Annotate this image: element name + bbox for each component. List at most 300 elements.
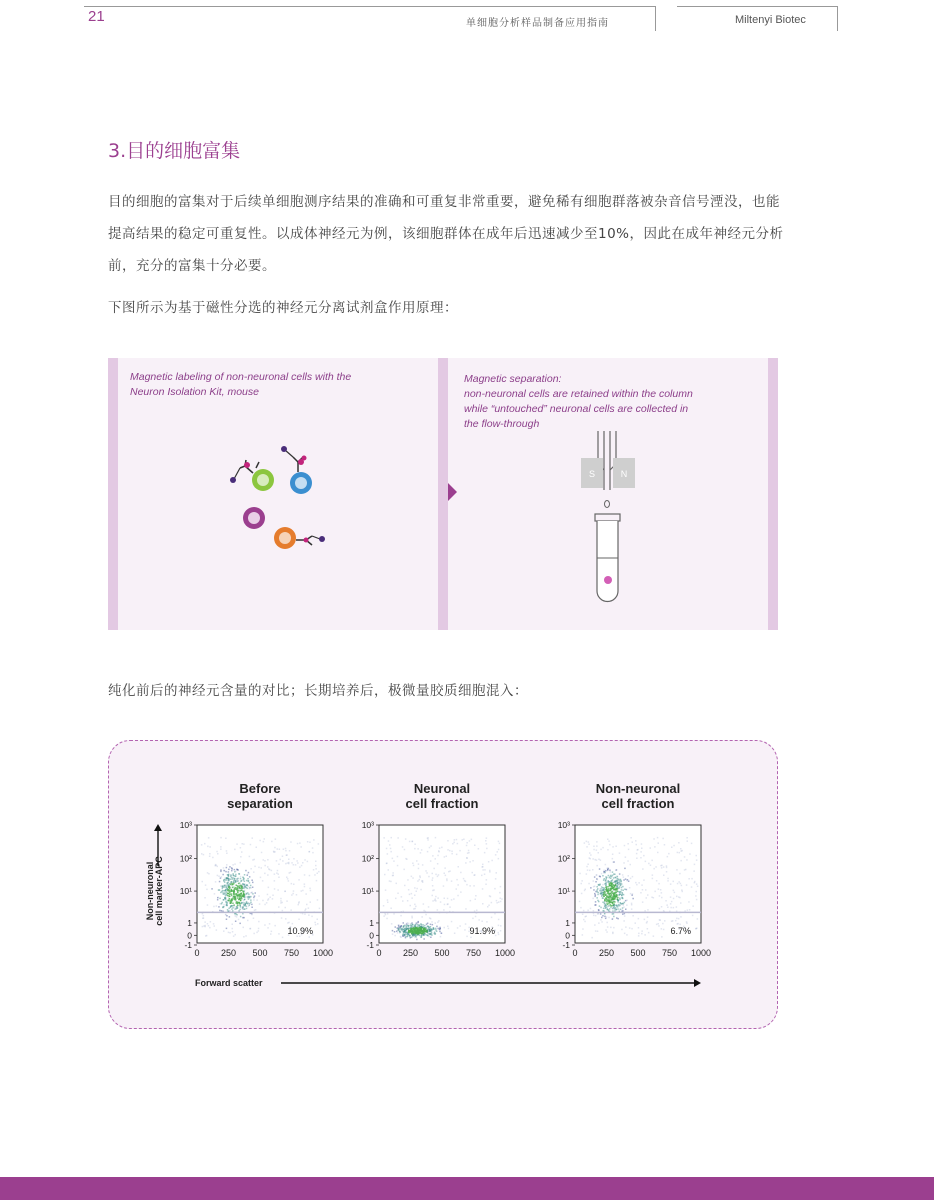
scatter-point bbox=[235, 880, 237, 882]
scatter-point bbox=[598, 884, 600, 886]
scatter-point bbox=[457, 895, 459, 897]
scatter-point bbox=[436, 926, 438, 928]
scatter-point bbox=[423, 926, 425, 928]
scatter-point bbox=[230, 901, 232, 903]
scatter-point bbox=[228, 871, 230, 873]
scatter-point bbox=[213, 923, 215, 925]
scatter-point bbox=[668, 853, 670, 855]
scatter-point bbox=[664, 920, 666, 922]
scatter-point bbox=[500, 925, 502, 927]
scatter-point bbox=[243, 887, 245, 889]
scatter-point bbox=[296, 860, 298, 862]
scatter-point bbox=[225, 914, 227, 916]
scatter-point bbox=[444, 867, 446, 869]
scatter-point bbox=[619, 897, 621, 899]
scatter-point bbox=[232, 896, 234, 898]
scatter-point bbox=[247, 898, 249, 900]
scatter-point bbox=[608, 917, 610, 919]
scatter-point bbox=[608, 893, 610, 895]
scatter-point bbox=[397, 929, 399, 931]
scatter-point bbox=[620, 891, 622, 893]
scatter-point bbox=[610, 904, 612, 906]
scatter-point bbox=[222, 874, 224, 876]
scatter-point bbox=[408, 925, 410, 927]
scatter-point bbox=[295, 864, 297, 866]
scatter-point bbox=[586, 866, 588, 868]
scatter-point bbox=[614, 901, 616, 903]
scatter-point bbox=[427, 935, 429, 937]
figure2-intro: 纯化前后的神经元含量的对比；长期培养后，极微量胶质细胞混入： bbox=[108, 683, 528, 699]
scatter-point bbox=[457, 884, 459, 886]
scatter-point bbox=[299, 842, 301, 844]
scatter-point bbox=[208, 873, 210, 875]
scatter-point bbox=[252, 837, 254, 839]
scatter-point bbox=[228, 908, 230, 910]
scatter-point bbox=[469, 861, 471, 863]
scatter-point bbox=[407, 922, 409, 924]
scatter-point bbox=[426, 872, 428, 874]
scatter-point bbox=[635, 882, 637, 884]
scatter-point bbox=[680, 883, 682, 885]
scatter-point bbox=[642, 868, 644, 870]
scatter-point bbox=[653, 897, 655, 899]
scatter-point bbox=[586, 873, 588, 875]
scatter-point bbox=[417, 848, 419, 850]
scatter-point bbox=[579, 873, 581, 875]
scatter-point bbox=[596, 849, 598, 851]
scatter-point bbox=[274, 873, 276, 875]
magnet-s-label: S bbox=[588, 469, 596, 479]
scatter-point bbox=[411, 897, 413, 899]
scatter-point bbox=[252, 893, 254, 895]
scatter-point bbox=[464, 929, 466, 931]
scatter-point bbox=[440, 928, 442, 930]
scatter-point bbox=[280, 902, 282, 904]
scatter-point bbox=[203, 854, 205, 856]
y-tick-label: 0 bbox=[369, 930, 374, 941]
scatter-point bbox=[239, 905, 241, 907]
scatter-point bbox=[617, 908, 619, 910]
scatter-point bbox=[282, 937, 284, 939]
scatter-point bbox=[414, 908, 416, 910]
scatter-point bbox=[695, 895, 697, 897]
scatter-point bbox=[206, 889, 208, 891]
scatter-point bbox=[686, 859, 688, 861]
scatter-point bbox=[236, 916, 238, 918]
scatter-point bbox=[415, 928, 417, 930]
scatter-point bbox=[595, 894, 597, 896]
scatter-point bbox=[262, 880, 264, 882]
scatter-point bbox=[654, 891, 656, 893]
scatter-point bbox=[654, 846, 656, 848]
scatter-point bbox=[229, 894, 231, 896]
scatter-point bbox=[409, 935, 411, 937]
scatter-point bbox=[247, 920, 249, 922]
scatter-point bbox=[594, 896, 596, 898]
scatter-point bbox=[609, 884, 611, 886]
scatter-point bbox=[221, 902, 223, 904]
scatter-point bbox=[237, 903, 239, 905]
scatter-point bbox=[219, 903, 221, 905]
scatter-point bbox=[482, 888, 484, 890]
scatter-point bbox=[657, 837, 659, 839]
scatter-point bbox=[203, 925, 205, 927]
scatter-point bbox=[624, 868, 626, 870]
scatter-point bbox=[620, 885, 622, 887]
scatter-point bbox=[225, 838, 227, 840]
scatter-point bbox=[445, 875, 447, 877]
scatter-point bbox=[237, 887, 239, 889]
scatter-point bbox=[653, 838, 655, 840]
scatter-point bbox=[444, 856, 446, 858]
scatter-point bbox=[243, 936, 245, 938]
scatter-point bbox=[207, 904, 209, 906]
scatter-point bbox=[437, 876, 439, 878]
scatter-point bbox=[678, 896, 680, 898]
scatter-point bbox=[235, 899, 237, 901]
scatter-point bbox=[290, 909, 292, 911]
scatter-point bbox=[288, 880, 290, 882]
scatter-point bbox=[420, 889, 422, 891]
scatter-point bbox=[239, 873, 241, 875]
scatter-point bbox=[644, 934, 646, 936]
scatter-point bbox=[209, 856, 211, 858]
y-tick-label: 10³ bbox=[557, 820, 570, 830]
scatter-point bbox=[650, 865, 652, 867]
scatter-point bbox=[593, 846, 595, 848]
scatter-point bbox=[403, 931, 405, 933]
scatter-point bbox=[251, 904, 253, 906]
scatter-point bbox=[652, 878, 654, 880]
scatter-point bbox=[241, 886, 243, 888]
scatter-point bbox=[278, 933, 280, 935]
scatter-point bbox=[433, 868, 435, 870]
scatter-point bbox=[411, 926, 413, 928]
scatter-point bbox=[240, 878, 242, 880]
scatter-point bbox=[233, 889, 235, 891]
scatter-point bbox=[584, 890, 586, 892]
scatter-point bbox=[248, 894, 250, 896]
scatter-point bbox=[693, 870, 695, 872]
scatter-point bbox=[600, 907, 602, 909]
scatter-point bbox=[420, 923, 422, 925]
scatter-point bbox=[498, 934, 500, 936]
scatter-point bbox=[605, 918, 607, 920]
scatter-point bbox=[298, 919, 300, 921]
scatter-point bbox=[252, 882, 254, 884]
scatter-point bbox=[636, 858, 638, 860]
scatter-point bbox=[645, 861, 647, 863]
scatter-point bbox=[417, 926, 419, 928]
scatter-point bbox=[686, 923, 688, 925]
x-tick-label: 0 bbox=[572, 948, 578, 958]
scatter-point bbox=[486, 879, 488, 881]
scatter-point bbox=[626, 904, 628, 906]
x-tick-label: 750 bbox=[465, 948, 482, 958]
scatter-point bbox=[584, 842, 586, 844]
scatter-point bbox=[616, 909, 618, 911]
scatter-point bbox=[204, 843, 206, 845]
scatter-point bbox=[269, 923, 271, 925]
scatter-point bbox=[285, 848, 287, 850]
scatter-point bbox=[397, 893, 399, 895]
scatter-point bbox=[258, 921, 260, 923]
scatter-point bbox=[481, 875, 483, 877]
scatter-point bbox=[601, 917, 603, 919]
scatter-point bbox=[491, 860, 493, 862]
scatter-point bbox=[233, 881, 235, 883]
scatter-point bbox=[232, 864, 234, 866]
scatter-point bbox=[687, 909, 689, 911]
scatter-point bbox=[613, 905, 615, 907]
scatter-point bbox=[675, 920, 677, 922]
scatter-point bbox=[224, 879, 226, 881]
scatter-point bbox=[240, 890, 242, 892]
scatter-point bbox=[624, 889, 626, 891]
scatter-point bbox=[642, 901, 644, 903]
scatter-point bbox=[579, 901, 581, 903]
scatter-point bbox=[220, 837, 222, 839]
scatter-point bbox=[432, 873, 434, 875]
scatter-point bbox=[618, 882, 620, 884]
scatter-point bbox=[223, 870, 225, 872]
scatter-point bbox=[274, 925, 276, 927]
scatter-point bbox=[431, 921, 433, 923]
scatter-point bbox=[277, 870, 279, 872]
scatter-point bbox=[217, 866, 219, 868]
intro-line: 目的细胞的富集对于后续单细胞测序结果的准确和可重复非常重要，避免稀有细胞群落被杂音信号湮没，也能 bbox=[108, 194, 780, 210]
scatter-point bbox=[317, 919, 319, 921]
scatter-point bbox=[630, 893, 632, 895]
scatter-point bbox=[446, 856, 448, 858]
scatter-point bbox=[247, 874, 249, 876]
scatter-point bbox=[470, 900, 472, 902]
scatter-point bbox=[230, 903, 232, 905]
scatter-point bbox=[630, 878, 632, 880]
scatter-point bbox=[230, 875, 232, 877]
caption-line: while “untouched” neuronal cells are collected in bbox=[464, 403, 689, 415]
scatter-point bbox=[393, 860, 395, 862]
scatter-point bbox=[236, 914, 238, 916]
scatter-point bbox=[449, 870, 451, 872]
scatter-point bbox=[300, 846, 302, 848]
scatter-point bbox=[632, 841, 634, 843]
scatter-point bbox=[432, 879, 434, 881]
scatter-point bbox=[423, 903, 425, 905]
scatter-point bbox=[670, 896, 672, 898]
scatter-point bbox=[235, 921, 237, 923]
scatter-point bbox=[203, 915, 205, 917]
scatter-point bbox=[695, 928, 697, 930]
scatter-point bbox=[678, 842, 680, 844]
header-rule-right bbox=[677, 6, 837, 7]
scatter-point bbox=[239, 894, 241, 896]
scatter-point bbox=[602, 902, 604, 904]
scatter-point bbox=[234, 878, 236, 880]
scatter-point bbox=[250, 885, 252, 887]
scatter-point bbox=[691, 878, 693, 880]
scatter-point bbox=[231, 905, 233, 907]
scatter-point bbox=[412, 863, 414, 865]
scatter-point bbox=[650, 847, 652, 849]
scatter-point bbox=[293, 864, 295, 866]
scatter-point bbox=[593, 910, 595, 912]
scatter-point bbox=[596, 841, 598, 843]
scatter-point bbox=[404, 885, 406, 887]
scatter-point bbox=[666, 871, 668, 873]
x-tick-label: 0 bbox=[376, 948, 382, 958]
scatter-point bbox=[474, 874, 476, 876]
scatter-point bbox=[256, 899, 258, 901]
scatter-point bbox=[264, 873, 266, 875]
scatter-point bbox=[580, 907, 582, 909]
scatter-point bbox=[221, 910, 223, 912]
scatter-point bbox=[623, 876, 625, 878]
scatter-point bbox=[498, 919, 500, 921]
scatter-point bbox=[673, 898, 675, 900]
scatter-point bbox=[476, 910, 478, 912]
scatter-point bbox=[632, 876, 634, 878]
scatter-point bbox=[315, 861, 317, 863]
scatter-point bbox=[648, 863, 650, 865]
scatter-point bbox=[679, 924, 681, 926]
scatter-point bbox=[264, 924, 266, 926]
scatter-point bbox=[678, 881, 680, 883]
y-tick-label: 10² bbox=[361, 853, 374, 864]
scatter-point bbox=[259, 840, 261, 842]
scatter-point bbox=[427, 932, 429, 934]
scatter-point bbox=[226, 905, 228, 907]
scatter-point bbox=[446, 878, 448, 880]
scatter-point bbox=[243, 908, 245, 910]
scatter-point bbox=[588, 841, 590, 843]
scatter-point bbox=[210, 921, 212, 923]
scatter-point bbox=[688, 901, 690, 903]
scatter-point bbox=[313, 869, 315, 871]
scatter-point bbox=[626, 889, 628, 891]
scatter-point bbox=[472, 918, 474, 920]
header-rule-left bbox=[84, 6, 655, 7]
scatter-point bbox=[592, 858, 594, 860]
scatter-point bbox=[202, 926, 204, 928]
scatter-point bbox=[227, 884, 229, 886]
scatter-point bbox=[239, 896, 241, 898]
scatter-point bbox=[640, 851, 642, 853]
scatter-point bbox=[482, 864, 484, 866]
scatter-point bbox=[243, 879, 245, 881]
scatter-point bbox=[622, 893, 624, 895]
scatter-point bbox=[246, 902, 248, 904]
scatter-point bbox=[416, 891, 418, 893]
scatter-point bbox=[218, 906, 220, 908]
x-tick-label: 500 bbox=[630, 948, 646, 958]
scatter-point bbox=[637, 849, 639, 851]
scatter-point bbox=[592, 869, 594, 871]
scatter-point bbox=[609, 870, 611, 872]
scatter-point bbox=[500, 886, 502, 888]
scatter-point bbox=[588, 844, 590, 846]
scatter-point bbox=[223, 899, 225, 901]
scatter-point bbox=[429, 936, 431, 938]
scatter-point bbox=[415, 932, 417, 934]
scatter-point bbox=[423, 934, 425, 936]
scatter-point bbox=[285, 863, 287, 865]
scatter-point bbox=[666, 865, 668, 867]
scatter-point bbox=[623, 904, 625, 906]
scatter-point bbox=[607, 909, 609, 911]
scatter-point bbox=[624, 933, 626, 935]
scatter-point bbox=[412, 877, 414, 879]
scatter-point bbox=[615, 907, 617, 909]
scatter-point bbox=[275, 838, 277, 840]
scatter-point bbox=[605, 897, 607, 899]
scatter-point bbox=[246, 908, 248, 910]
scatter-point bbox=[638, 935, 640, 937]
scatter-point bbox=[248, 886, 250, 888]
scatter-point bbox=[466, 857, 468, 859]
scatter-point bbox=[390, 881, 392, 883]
scatter-point bbox=[243, 917, 245, 919]
scatter-point bbox=[618, 891, 620, 893]
scatter-point bbox=[625, 878, 627, 880]
scatter-point bbox=[393, 913, 395, 915]
scatter-point bbox=[227, 874, 229, 876]
scatter-point bbox=[226, 915, 228, 917]
scatter-point bbox=[587, 864, 589, 866]
scatter-point bbox=[597, 913, 599, 915]
scatter-point bbox=[229, 898, 231, 900]
scatter-point bbox=[402, 929, 404, 931]
scatter-point bbox=[406, 859, 408, 861]
scatter-point bbox=[694, 882, 696, 884]
scatter-point bbox=[220, 892, 222, 894]
scatter-point bbox=[635, 922, 637, 924]
scatter-point bbox=[293, 858, 295, 860]
scatter-point bbox=[614, 910, 616, 912]
scatter-point bbox=[475, 916, 477, 918]
scatter-point bbox=[280, 859, 282, 861]
scatter-point bbox=[214, 925, 216, 927]
scatter-point bbox=[405, 937, 407, 939]
scatter-point bbox=[498, 849, 500, 851]
scatter-point bbox=[584, 921, 586, 923]
scatter-point bbox=[410, 928, 412, 930]
scatter-point bbox=[613, 861, 615, 863]
scatter-point bbox=[430, 845, 432, 847]
x-tick-label: 250 bbox=[402, 948, 419, 958]
scatter-point bbox=[616, 869, 618, 871]
scatter-point bbox=[662, 923, 664, 925]
scatter-point bbox=[278, 873, 280, 875]
scatter-point bbox=[244, 897, 246, 899]
scatter-point bbox=[590, 854, 592, 856]
scatter-point bbox=[432, 877, 434, 879]
scatter-point bbox=[240, 847, 242, 849]
scatter-point bbox=[410, 923, 412, 925]
scatter-point bbox=[435, 858, 437, 860]
scatter-point bbox=[666, 904, 668, 906]
scatter-point bbox=[604, 901, 606, 903]
scatter-point bbox=[658, 842, 660, 844]
scatter-point bbox=[469, 885, 471, 887]
scatter-point bbox=[603, 871, 605, 873]
scatter-point bbox=[392, 858, 394, 860]
scatter-point bbox=[593, 889, 595, 891]
scatter-point bbox=[585, 916, 587, 918]
scatter-point bbox=[282, 856, 284, 858]
scatter-point bbox=[248, 896, 250, 898]
scatter-point bbox=[208, 925, 210, 927]
